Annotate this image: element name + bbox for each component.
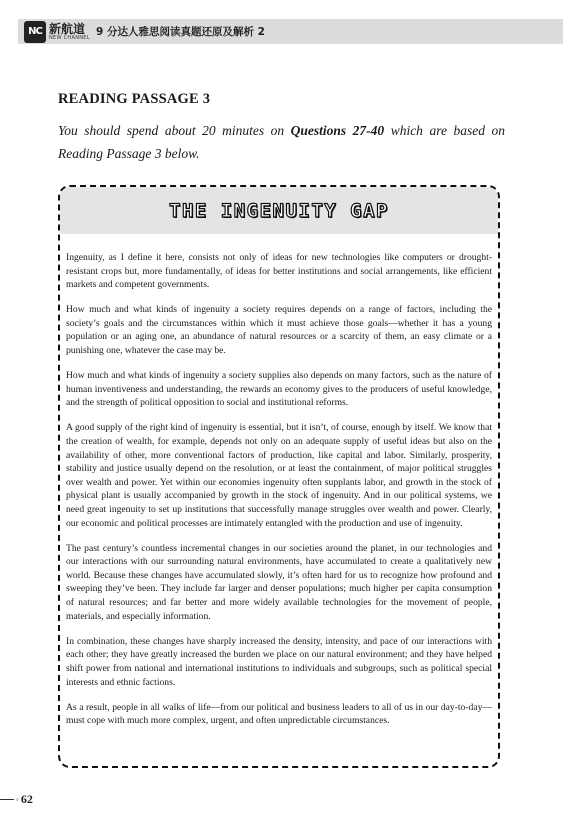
- page-header: [0, 0, 563, 48]
- passage-paragraph: In combination, these changes have sharply increased the density, intensity, and pace of our interactions with each other; they have greatly increased the burden we place on our natural environment; and they have helped shift power from national and international institutions to individuals and subgroups, such as political special interests and ethnic factions.: [66, 635, 492, 688]
- instructions: [58, 119, 505, 165]
- passage-paragraph: As a result, people in all walks of life—from our political and business leaders to all of us in our day-to-day—must cope with much more complex, urgent, and often unpredictable circumstances.: [66, 701, 492, 727]
- instructions-post: which are based on Reading Passage 3 below.: [58, 123, 505, 161]
- passage-paragraph: The past century’s countless incremental changes in our societies around the planet, in our technologies and our interactions with our surrounding natural environments, have accumulated to create a qualitatively new world. Because these changes have accumulated slowly, it’s often hard for us to recognize how profound and sweeping they’ve been. They include far larger and denser populations; much higher per capita consumption of natural resources; and far better and more widely available technologies for the movement of people, materials, and especially information.: [66, 542, 492, 622]
- page-footer: [0, 792, 33, 807]
- passage-box: [58, 185, 500, 768]
- instructions-pre: You should spend about 20 minutes on: [58, 123, 291, 138]
- passage-paragraph: A good supply of the right kind of ingenuity is essential, but it isn’t, of course, enough by itself. We know that the creation of wealth, for example, depends not only on an adequate supply of useful ideas but also on the availability of other, more conventional factors of production, like capital and labor. Similarly, prosperity, stability and justice usually depend on the resolution, or at least the containment, of major political struggles over wealth and power. Yet within our economies ingenuity often supplants labor, and growth in the stock of physical plant is usually accompanied by growth in the stock of ingenuity. And in our political systems, we need great ingenuity to set up institutions that successfully manage struggles over wealth and power. Clearly, our economic and political processes are intimately entangled with the production and use of ingenuity.: [66, 422, 492, 529]
- book-title: 9 分达人雅思阅读真题还原及解析 2: [96, 26, 265, 38]
- section-heading: READING PASSAGE 3: [58, 91, 211, 107]
- footer-dot: ◦: [16, 795, 19, 804]
- passage-paragraph: Ingenuity, as I define it here, consists not only of ideas for new technologies like computers or drought-resistant crops but, more fundamentally, of ideas for better institutions and social arrangements, like efficient markets and competent governments.: [66, 252, 492, 291]
- footer-rule: [0, 799, 14, 800]
- logo-english-text: NEW CHANNEL: [49, 34, 90, 41]
- logo-chinese-text: 新航道: [49, 21, 86, 36]
- passage-title: THE INGENUITY GAP: [169, 199, 389, 222]
- instructions-questions: Questions 27-40: [290, 123, 385, 138]
- passage-title-band: [60, 187, 498, 234]
- passage-paragraph: How much and what kinds of ingenuity a society supplies also depends on many factors, such as the nature of human inventiveness and understanding, the rewards an economy gives to the producers of useful knowledge, and the strength of political opposition to social and institutional reforms.: [66, 370, 492, 409]
- page-number: 62: [20, 792, 33, 806]
- nc-logo-icon: NC: [24, 21, 46, 43]
- passage-paragraph: How much and what kinds of ingenuity a society requires depends on a range of factors, including the society’s goals and the circumstances within which it must achieve those goals—whether it has a young population or an aging one, an abundance of natural resources or a scarcity of them, an easy climate or a punishing one, whatever the case may be.: [66, 304, 492, 357]
- publisher-logo: [24, 18, 94, 45]
- passage-body: [66, 251, 492, 739]
